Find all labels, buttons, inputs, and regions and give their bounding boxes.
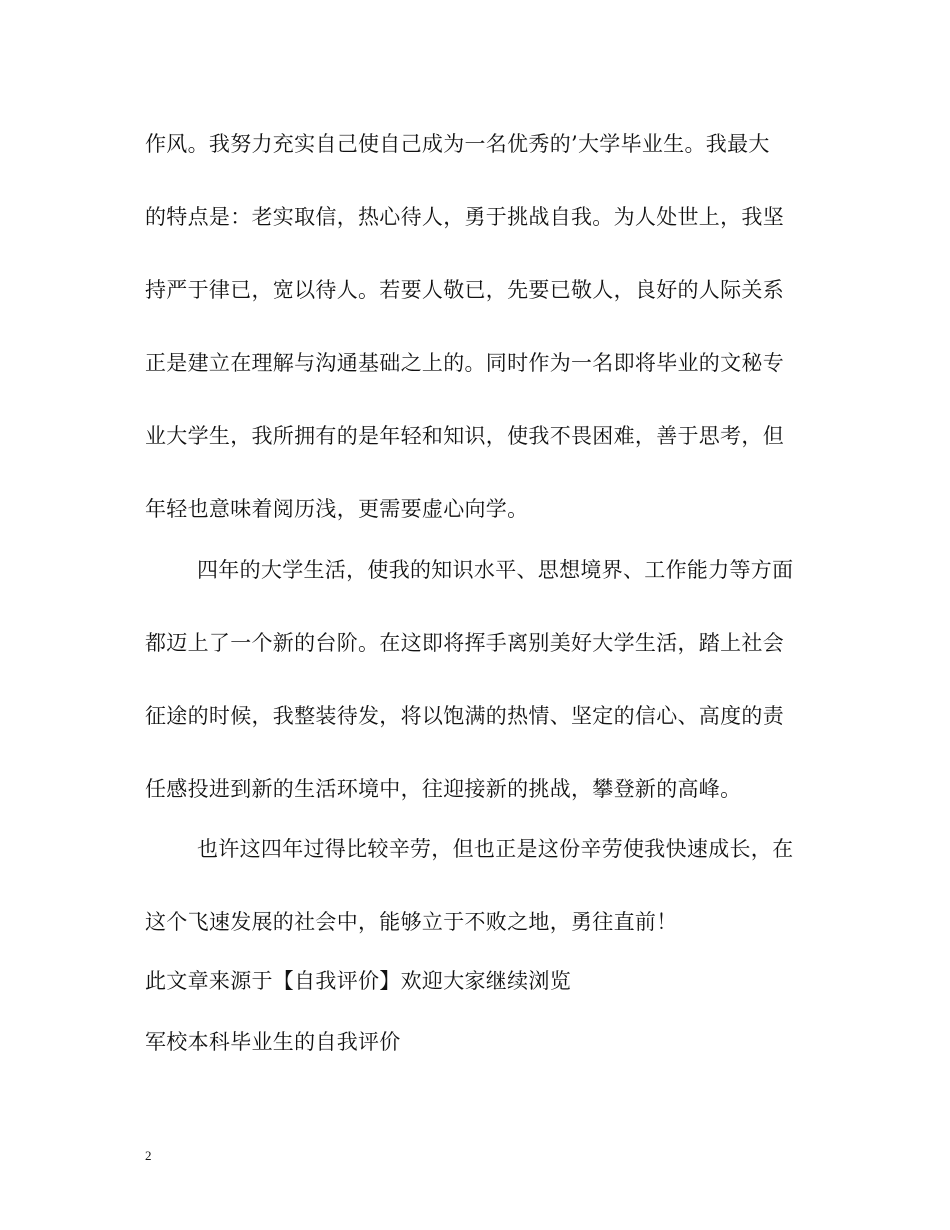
related-article-title: 军校本科毕业生的自我评价 — [145, 1030, 401, 1054]
body-line: 持严于律已，宽以待人。若要人敬已，先要已敬人，良好的人际关系 — [145, 278, 784, 302]
body-line: 四年的大学生活，使我的知识水平、思想境界、工作能力等方面 — [197, 558, 794, 582]
body-line: 年轻也意味着阅历浅，更需要虚心向学。 — [145, 497, 529, 521]
page-number: 2 — [145, 1148, 152, 1163]
body-line: 也许这四年过得比较辛劳，但也正是这份辛劳使我快速成长，在 — [197, 837, 794, 861]
body-line: 这个飞速发展的社会中，能够立于不败之地，勇往直前！ — [145, 910, 678, 934]
body-line: 都迈上了一个新的台阶。在这即将挥手离别美好大学生活，踏上社会 — [145, 631, 784, 655]
body-line: 作风。我努力充实自己使自己成为一名优秀的’大学毕业生。我最大 — [145, 132, 770, 156]
source-note: 此文章来源于【自我评价】欢迎大家继续浏览 — [145, 969, 571, 993]
body-line: 征途的时候，我整装待发，将以饱满的热情、坚定的信心、高度的责 — [145, 704, 784, 728]
body-line: 正是建立在理解与沟通基础之上的。同时作为一名即将毕业的文秘专 — [145, 351, 784, 375]
body-line: 业大学生，我所拥有的是年轻和知识，使我不畏困难，善于思考，但 — [145, 424, 784, 448]
body-line: 的特点是：老实取信，热心待人，勇于挑战自我。为人处世上，我坚 — [145, 205, 784, 229]
body-line: 任感投进到新的生活环境中，往迎接新的挑战，攀登新的高峰。 — [145, 777, 742, 801]
